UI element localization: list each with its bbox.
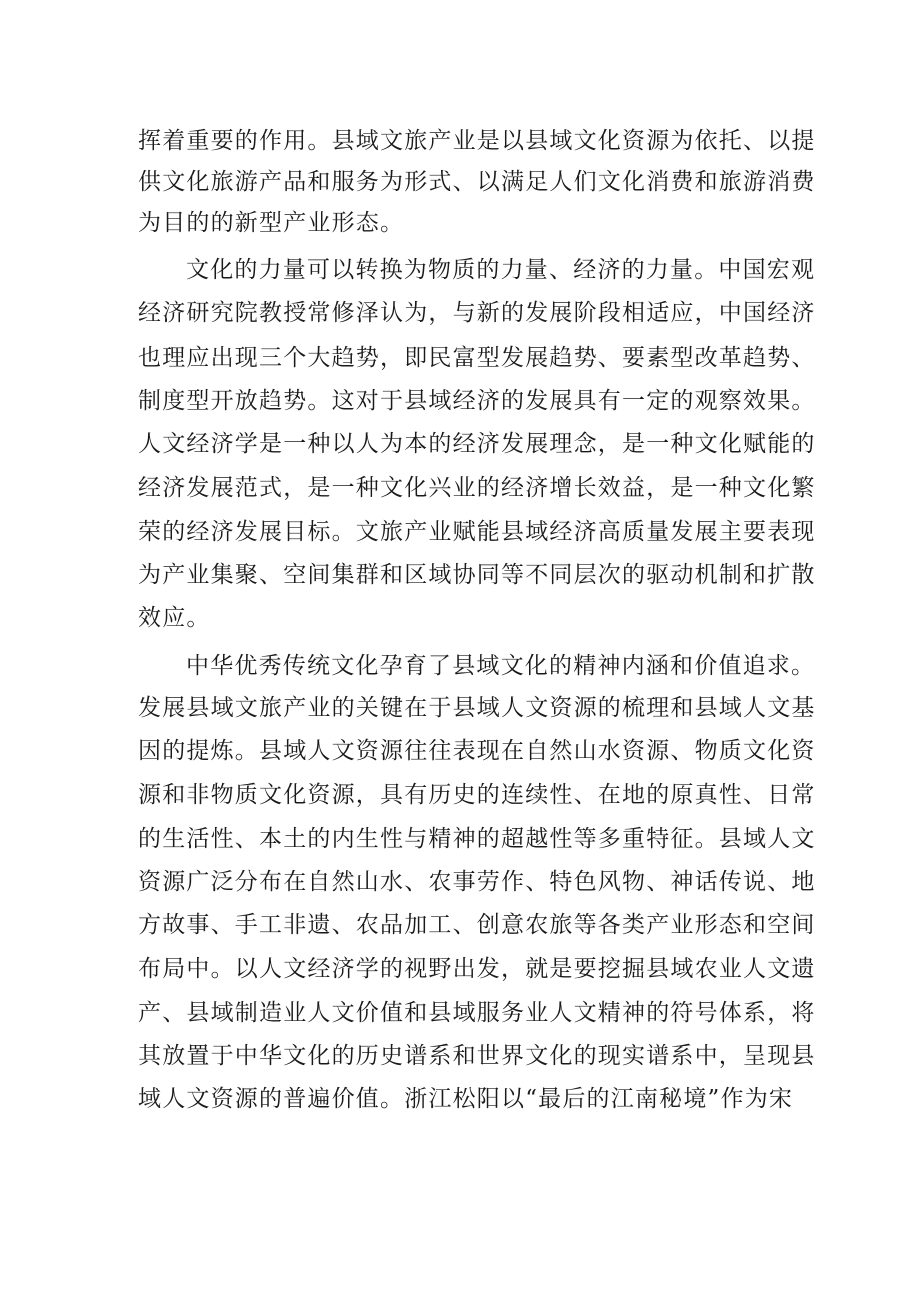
- paragraph-3-line-1: 中华优秀传统文化孕育了县域文化的精神内涵和价值追求。: [186, 653, 816, 679]
- paragraph-2-line-1: 文化的力量可以转换为物质的力量、经济的力量。中国宏观: [186, 257, 816, 283]
- paragraph-3-line-2: 发展县域文旅产业的关键在于县域人文资源的梳理和县域人文基: [138, 695, 816, 721]
- paragraph-2-line-7: 荣的经济发展目标。文旅产业赋能县域经济高质量发展主要表现: [138, 519, 816, 545]
- paragraph-2-line-8: 为产业集聚、空间集群和区域协同等不同层次的驱动机制和扩散: [138, 562, 816, 588]
- paragraph-3-line-11: 域人文资源的普遍价值。浙江松阳以“最后的江南秘境”作为宋: [138, 1086, 794, 1112]
- paragraph-1-line-3: 为目的的新型产业形态。: [138, 210, 405, 236]
- paragraph-2-line-5: 人文经济学是一种以人为本的经济发展理念，是一种文化赋能的: [138, 431, 816, 457]
- paragraph-2-line-6: 经济发展范式，是一种文化兴业的经济增长效益，是一种文化繁: [138, 475, 816, 501]
- paragraph-1-line-1: 挥着重要的作用。县域文旅产业是以县域文化资源为依托、以提: [138, 128, 816, 154]
- paragraph-2-line-9: 效应。: [138, 605, 211, 631]
- paragraph-3-line-3: 因的提炼。县域人文资源往往表现在自然山水资源、物质文化资: [138, 738, 816, 764]
- paragraph-2-line-2: 经济研究院教授常修泽认为，与新的发展阶段相适应，中国经济: [138, 300, 816, 326]
- paragraph-2-line-3: 也理应出现三个大趋势，即民富型发展趋势、要素型改革趋势、: [138, 345, 816, 371]
- paragraph-3-line-7: 方故事、手工非遗、农品加工、创意农旅等各类产业形态和空间: [138, 912, 816, 938]
- paragraph-3-line-5: 的生活性、本土的内生性与精神的超越性等多重特征。县域人文: [138, 826, 816, 852]
- paragraph-3-line-8: 布局中。以人文经济学的视野出发，就是要挖掘县域农业人文遗: [138, 956, 816, 982]
- paragraph-1-line-2: 供文化旅游产品和服务为形式、以满足人们文化消费和旅游消费: [138, 169, 816, 195]
- paragraph-3-line-4: 源和非物质文化资源，具有历史的连续性、在地的原真性、日常: [138, 782, 816, 808]
- paragraph-3-line-10: 其放置于中华文化的历史谱系和世界文化的现实谱系中，呈现县: [138, 1043, 816, 1069]
- paragraph-3-line-9: 产、县域制造业人文价值和县域服务业人文精神的符号体系，将: [138, 1000, 816, 1026]
- paragraph-2-line-4: 制度型开放趋势。这对于县域经济的发展具有一定的观察效果。: [138, 388, 816, 414]
- paragraph-3-line-6: 资源广泛分布在自然山水、农事劳作、特色风物、神话传说、地: [138, 869, 816, 895]
